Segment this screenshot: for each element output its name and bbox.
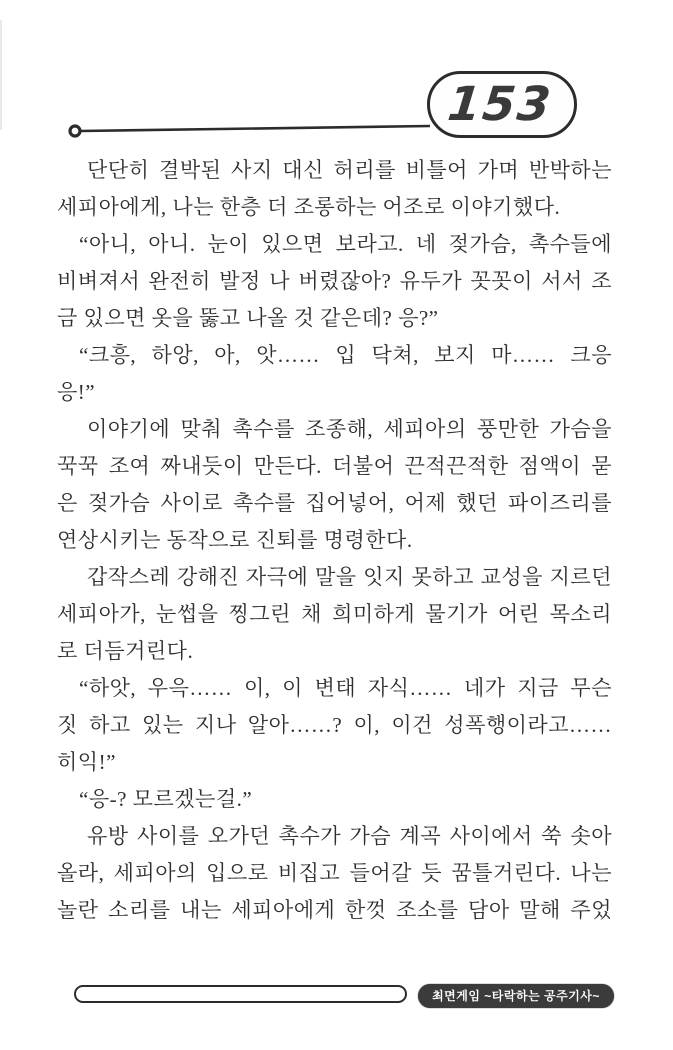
text-line: 비벼져서 완전히 발정 나 버렸잖아? 유두가 꼿꼿이 서서 조 bbox=[57, 269, 612, 293]
header-rule-decoration bbox=[0, 0, 673, 160]
text-line: 은 젖가슴 사이로 촉수를 집어넣어, 어제 했던 파이즈리를 bbox=[57, 491, 612, 515]
text-line: 단단히 결박된 사지 대신 허리를 비틀어 가며 반박하는 bbox=[87, 158, 612, 182]
text-line: 금 있으면 옷을 뚫고 나올 것 같은데? 응?” bbox=[57, 306, 439, 330]
header-ring-icon bbox=[70, 126, 80, 136]
text-line: “하앗, 우윽…… 이, 이 변태 자식…… 네가 지금 무슨 bbox=[79, 676, 612, 700]
header-rule-line bbox=[81, 126, 430, 131]
text-block bbox=[57, 152, 612, 929]
text-line: 갑작스레 강해진 자극에 말을 잇지 못하고 교성을 지르던 bbox=[87, 565, 612, 589]
text-line: 짓 하고 있는 지나 알아……? 이, 이건 성폭행이라고…… bbox=[57, 713, 612, 737]
text-line: 놀란 소리를 내는 세피아에게 한껏 조소를 담아 말해 주었 bbox=[57, 898, 612, 922]
text-line: 연상시키는 동작으로 진퇴를 명령한다. bbox=[57, 528, 413, 552]
text-line: “크흥, 하앙, 아, 앗…… 입 닥쳐, 보지 마…… 크응 bbox=[79, 343, 612, 367]
text-line: 로 더듬거린다. bbox=[57, 639, 194, 663]
text-line: 세피아에게, 나는 한층 더 조롱하는 어조로 이야기했다. bbox=[57, 195, 561, 219]
footer-series-badge bbox=[418, 984, 614, 1008]
text-line: 히익!” bbox=[57, 750, 116, 774]
text-line: 이야기에 맞춰 촉수를 조종해, 세피아의 풍만한 가슴을 bbox=[87, 417, 612, 441]
text-line: 꾹꾹 조여 짜내듯이 만든다. 더불어 끈적끈적한 점액이 묻 bbox=[57, 454, 612, 478]
page-number: 153 bbox=[445, 77, 555, 132]
footer-outline-pill bbox=[74, 985, 407, 1003]
text-line: 올라, 세피아의 입으로 비집고 들어갈 듯 꿈틀거린다. 나는 bbox=[57, 861, 612, 885]
text-line: 세피아가, 눈썹을 찡그린 채 희미하게 물기가 어린 목소리 bbox=[57, 602, 612, 626]
scan-edge-artifact bbox=[0, 20, 2, 130]
series-title: 최면게임 ~타락하는 공주기사~ bbox=[432, 989, 600, 1003]
text-line: 응!” bbox=[57, 380, 96, 404]
text-line: “아니, 아니. 눈이 있으면 보라고. 네 젖가슴, 촉수들에 bbox=[79, 232, 612, 256]
text-line: “응-? 모르겠는걸.” bbox=[79, 787, 253, 811]
page-number-pill bbox=[427, 71, 577, 138]
text-line: 유방 사이를 오가던 촉수가 가슴 계곡 사이에서 쑥 솟아 bbox=[87, 824, 612, 848]
